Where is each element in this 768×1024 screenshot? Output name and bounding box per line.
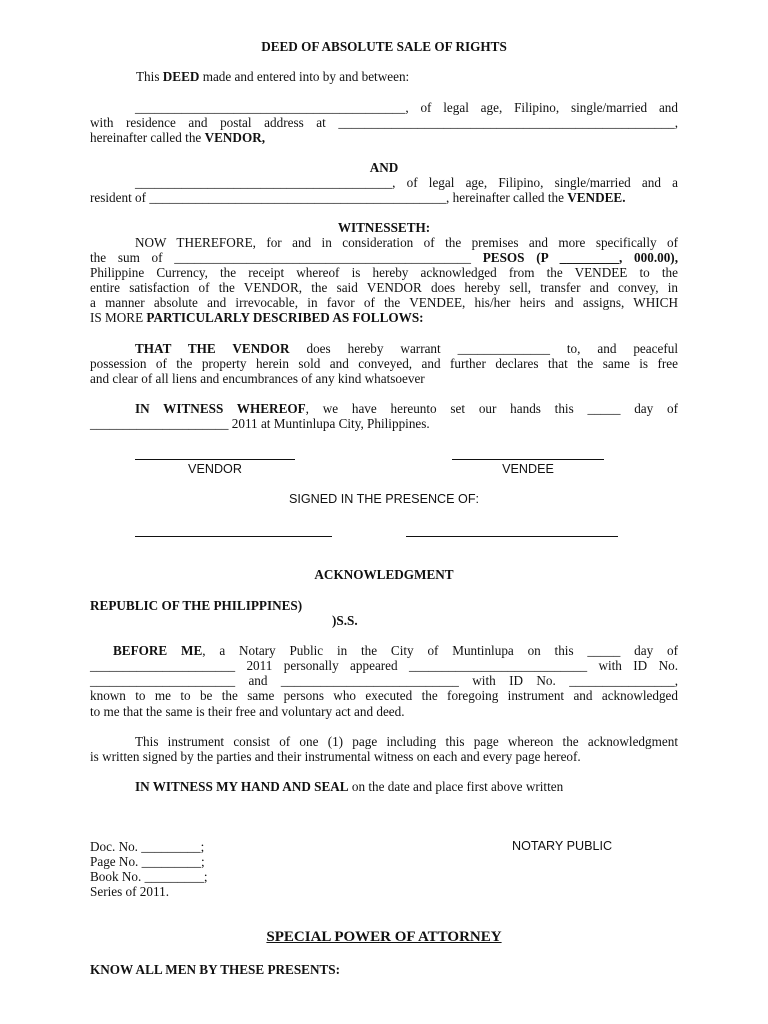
notary-public-label: NOTARY PUBLIC [512,839,613,853]
p2-line-1b: does hereby warrant ______________ to, and peaceful [289,341,678,356]
acknowledgment-title: ACKNOWLEDGMENT [314,567,454,582]
vendee-line-1: _______________________________________, of legal age, Filipino, single/married and a [135,175,678,190]
ack-p1-line-1 [113,643,678,658]
ack-p1-line-1b: , a Notary Public in the City of Muntinlupa on this _____ day of [202,643,679,658]
deed-title: DEED OF ABSOLUTE SALE OF RIGHTS [261,39,507,54]
vendor-signature-line [135,459,295,460]
ack-before-me: BEFORE ME [113,643,203,658]
p1-line-1: NOW THEREFORE, for and in consideration of the premises and more specifically of [135,235,678,250]
p1-line-4: entire satisfaction of the VENDOR, the said VENDOR does hereby sell, transfer and convey, in [90,280,678,295]
p2-vendor: THAT THE VENDOR [135,341,290,356]
p2-line-3: and clear of all liens and encumbrances of any kind whatsoever [90,371,425,386]
vendee-signature-line [452,459,604,460]
p1-line-3: Philippine Currency, the receipt whereof is hereby acknowledged from the VENDEE to the [90,265,678,280]
ack-p2-line-1: This instrument consist of one (1) page including this page whereon the acknowledgment [135,734,678,749]
p3-line-1 [135,401,678,416]
ack-p1-line-2: ______________________ 2011 personally appeared ___________________________ with ID No. [90,658,678,673]
witness-signature-line-2 [406,536,618,537]
ack-p1-line-3: ______________________ and ___________________________ with ID No. ________________, [90,673,678,688]
book-no: Book No. _________; [90,869,208,884]
p1-line-2 [90,250,678,265]
vendee-signature-label: VENDEE [502,462,554,476]
witnesseth-heading: WITNESSETH: [337,220,431,235]
p1-line-2a: the sum of _____________________________________________ [90,250,483,265]
ack-witness-hand: IN WITNESS MY HAND AND SEAL [135,779,349,794]
intro-a: This [136,69,163,84]
vendee-word: VENDEE. [567,190,626,205]
p2-line-1 [135,341,678,356]
doc-no: Doc. No. _________; [90,839,205,854]
p3-line-2: _____________________ 2011 at Muntinlupa City, Philippines. [90,416,430,431]
p3-line-1b: , we have hereunto set our hands this _____ day of [305,401,678,416]
vendor-line-1: _________________________________________, of legal age, Filipino, single/married and [135,100,678,115]
intro-deed-word: DEED [162,69,200,84]
p1-described: PARTICULARLY DESCRIBED AS FOLLOWS: [146,310,424,325]
ack-p3-b: on the date and place first above written [348,779,564,794]
p1-line-6a: IS MORE [90,310,147,325]
republic-line: REPUBLIC OF THE PHILIPPINES) [90,598,303,613]
ack-p1-line-4: known to me to be the same persons who executed the foregoing instrument and acknowledged [90,688,678,703]
intro-line [90,69,724,84]
vendor-line-3 [90,130,678,145]
p1-line-5: a manner absolute and irrevocable, in favor of the VENDEE, his/her heirs and assigns, WHICH [90,295,678,310]
ack-p3-line [135,779,678,794]
p1-line-6 [90,310,678,325]
vendor-line-2: with residence and postal address at ___________________________________________________, [90,115,678,130]
presence-heading: SIGNED IN THE PRESENCE OF: [288,492,480,506]
p3-witness: IN WITNESS WHEREOF [135,401,306,416]
vendor-signature-label: VENDOR [188,462,242,476]
p1-pesos: PESOS (P _________, 000.00), [482,250,678,265]
and-heading: AND [369,160,399,175]
series: Series of 2011. [90,884,169,899]
ss-line: )S.S. [332,613,358,628]
ack-p1-line-5: to me that the same is their free and voluntary act and deed. [90,704,405,719]
vendor-line-3a: hereinafter called the [90,130,205,145]
spa-title: SPECIAL POWER OF ATTORNEY [266,929,502,945]
vendee-line-2a: resident of _____________________________________________, hereinafter called the [90,190,568,205]
vendor-word: VENDOR, [204,130,266,145]
witness-signature-line-1 [135,536,332,537]
spa-know-all-men: KNOW ALL MEN BY THESE PRESENTS: [90,962,341,977]
intro-c: made and entered into by and between: [199,69,410,84]
page-no: Page No. _________; [90,854,205,869]
vendee-line-2 [90,190,678,205]
p2-line-2: possession of the property herein sold and conveyed, and further declares that the same is free [90,356,678,371]
ack-p2-line-2: is written signed by the parties and their instrumental witness on each and every page hereof. [90,749,581,764]
